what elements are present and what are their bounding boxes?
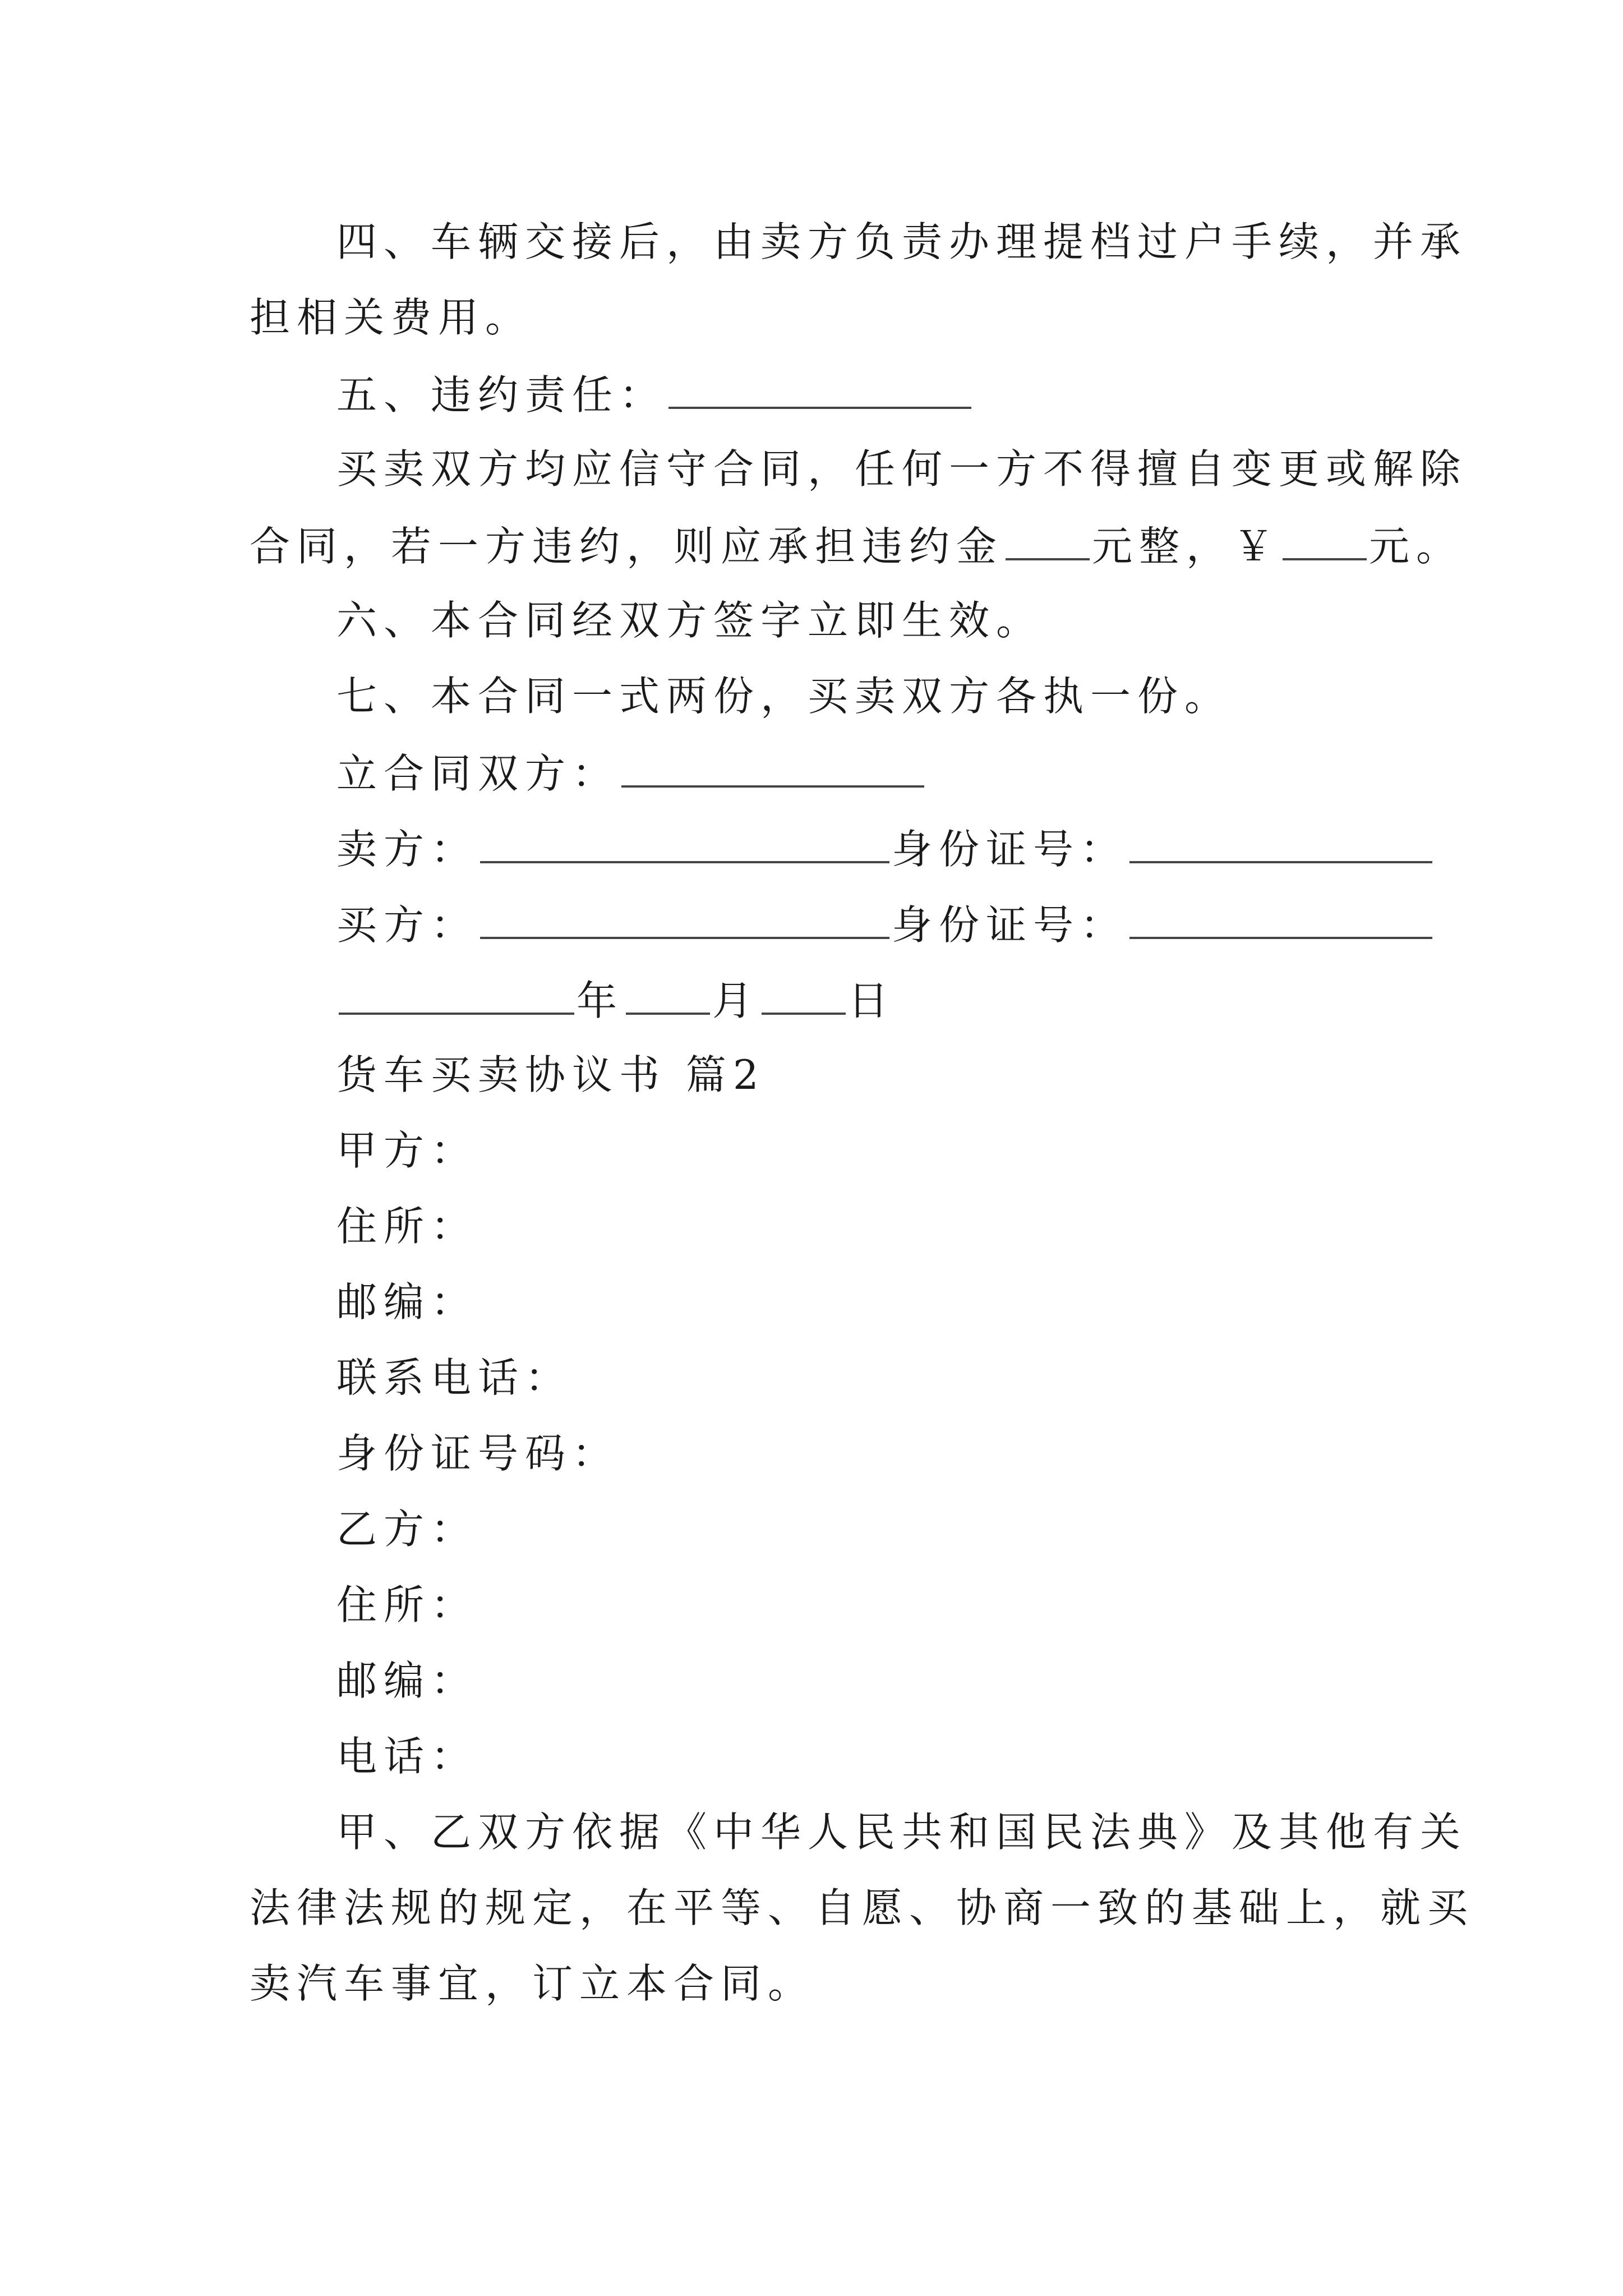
party-b-postcode: 邮编：	[336, 1657, 478, 1704]
blank-line	[1283, 524, 1367, 560]
blank-line	[621, 752, 924, 788]
clause-7: 七、本合同一式两份，买卖双方各执一份。	[336, 673, 1232, 720]
blank-line	[668, 373, 971, 409]
party-a-postcode: 邮编：	[336, 1278, 478, 1326]
blank-line	[626, 979, 710, 1015]
clause-4-line-2: 担相关费用。	[250, 294, 533, 341]
blank-line	[762, 979, 846, 1015]
preamble-line-2: 法律法规的规定，在平等、自愿、协商一致的基础上，就买	[250, 1884, 1475, 1931]
clause-5-text-a: 合同，若一方违约，则应承担违约金	[250, 523, 1004, 570]
party-b-phone: 电话：	[336, 1733, 478, 1780]
preamble-line-1: 甲、乙双方依据《中华人民共和国民法典》及其他有关	[336, 1809, 1468, 1856]
clause-5-line-2	[250, 523, 1464, 570]
buyer-id-label: 身份证号：	[892, 901, 1128, 949]
buyer-label: 买方：	[336, 901, 478, 949]
section-title: 货车买卖协议书 篇2	[336, 1051, 766, 1098]
clause-5-text-c: 元。	[1369, 523, 1464, 570]
party-b-address: 住所：	[336, 1581, 478, 1628]
month-label: 月	[712, 977, 760, 1024]
date-line	[336, 977, 896, 1024]
preamble-line-3: 卖汽车事宜，订立本合同。	[250, 1960, 815, 2007]
party-a-label: 甲方：	[336, 1127, 478, 1174]
year-label: 年	[577, 977, 624, 1024]
party-a-address: 住所：	[336, 1203, 478, 1250]
party-a-id-number: 身份证号码：	[336, 1430, 620, 1477]
blank-line	[1129, 903, 1432, 939]
buyer-line	[336, 901, 1435, 949]
clause-5-heading	[336, 371, 974, 418]
clause-5-text-b: 元整，￥	[1092, 523, 1281, 570]
blank-line	[1006, 524, 1090, 560]
party-b-label: 乙方：	[336, 1506, 478, 1553]
clause-4-line-1: 四、车辆交接后，由卖方负责办理提档过户手续，并承	[336, 218, 1468, 265]
blank-line	[1129, 827, 1432, 863]
blank-line	[339, 979, 574, 1015]
seller-id-label: 身份证号：	[892, 826, 1128, 873]
seller-line	[336, 826, 1435, 873]
blank-line	[480, 903, 889, 939]
seller-label: 卖方：	[336, 826, 478, 873]
clause-6: 六、本合同经双方签字立即生效。	[336, 597, 1044, 644]
parties-line	[336, 750, 926, 797]
blank-line	[480, 827, 889, 863]
clause-5-text: 五、违约责任：	[336, 371, 667, 418]
parties-label: 立合同双方：	[336, 750, 620, 797]
clause-5-line-1: 买卖双方均应信守合同，任何一方不得擅自变更或解除	[336, 445, 1468, 493]
party-a-phone: 联系电话：	[336, 1354, 573, 1401]
day-label: 日	[848, 977, 896, 1024]
